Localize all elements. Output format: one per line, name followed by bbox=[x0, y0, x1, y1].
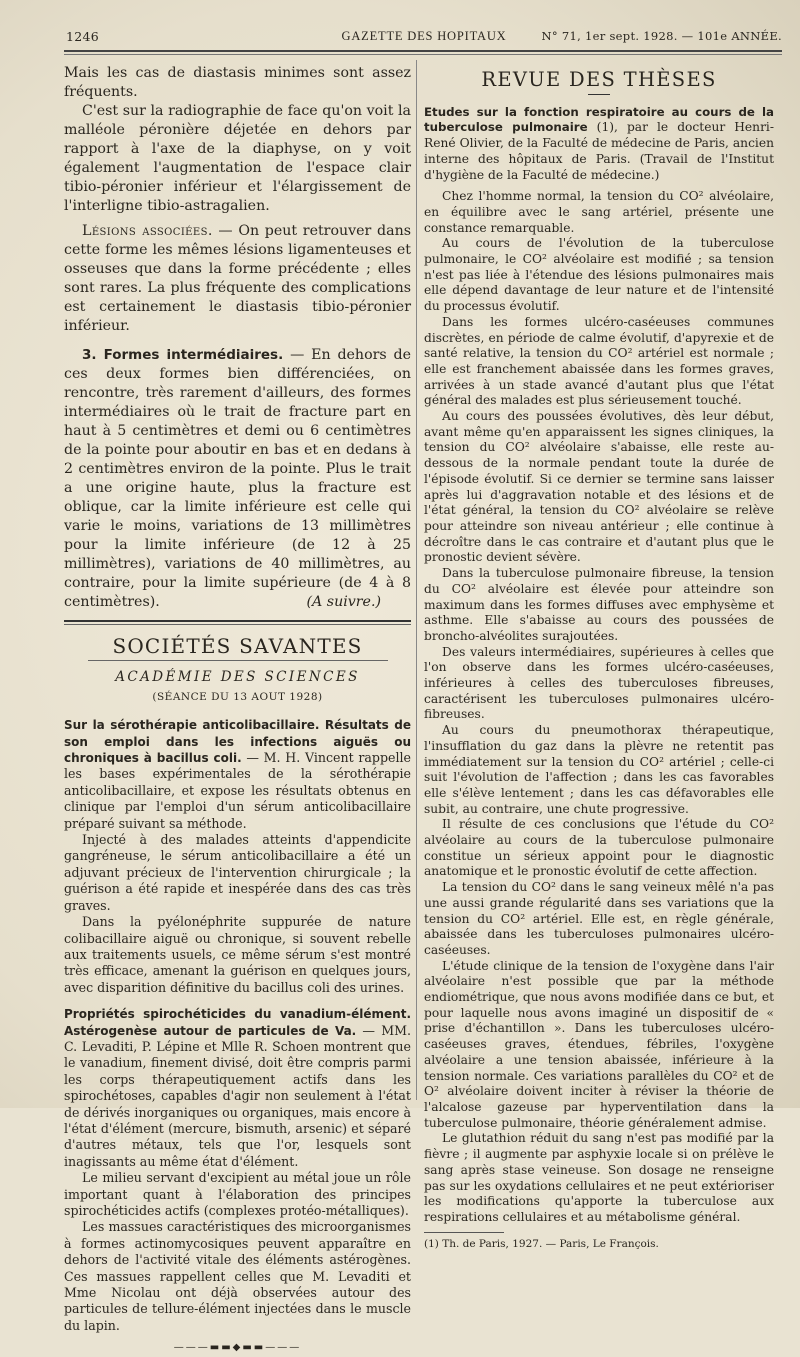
header-rule bbox=[64, 50, 782, 55]
issue-info: N° 71, 1er sept. 1928. — 101e ANNÉE. bbox=[541, 29, 782, 43]
paragraph: La tension du CO² dans le sang veineux mêlé n'a pas une aussi grande régularité dans ses variations que la tension du CO² artériel. Elle est, en règle générale, abaissée dans les tuberculoses pulmonaires ulcéro-caséeuses. bbox=[424, 880, 774, 957]
footnote: (1) Th. de Paris, 1927. — Paris, Le François. bbox=[424, 1237, 659, 1250]
academy-heading: ACADÉMIE DES SCIENCES bbox=[115, 669, 360, 686]
section-rule bbox=[88, 660, 388, 661]
paragraph: Les massues caractéristiques des microorganismes à formes actinomycosiques peuvent apparaître en dehors de l'activité vitale des éléments astérogènes. Ces massues rappellent celles que M. Levaditi et Mme Nicolau ont déjà observées autour des particules de tellure-élément injectées dans le muscle du lapin. bbox=[64, 1219, 411, 1333]
article-body: — MM. C. Levaditi, P. Lépine et Mlle R. Schoen montrent que le vanadium, finement divisé, doit être compris parmi les corps thérapeutiquement actifs dans les spirochétoses, capables d'agir non seulement à l'état de dérivés inorganiques ou organiques, mais encore à l'état d'élément (mercure, bismuth, arsenic) et séparé d'autres métaux, tels que l'or, lesquels sont inagissants au même état d'élément. bbox=[64, 1022, 411, 1169]
paragraph: L'étude clinique de la tension de l'oxygène dans l'air alvéolaire n'est possible que par la méthode endiométrique, que nous avons modifiée dans ce but, et pour laquelle nous avons imaginé un dispositif de « prise d'échantillon ». Dans les tuberculoses ulcéro-caséeuses graves, étendues, fébriles, l'oxygène alvéolaire a une tension abaissée, inférieure à la tension normale. Ces variations parallèles du CO² et de O² alvéolaire doivent inciter à réviser la théorie de l'alcalose gazeuse par hyperventilation dans la tuberculose pulmonaire, théorie généralement admise. bbox=[424, 958, 774, 1130]
page-number: 1246 bbox=[66, 29, 100, 44]
paragraph-body: — En dehors de ces deux formes bien différenciées, on rencontre, très rarement d'ailleurs, des formes intermédiaires où le trait de fracture part en haut à 5 centimètres et demi ou 6 centimètres de la pointe pour aboutir en bas et en dedans à 2 centimètres environ de la pointe. Plus le trait a une origine haute, plus la fracture est oblique, car la limite inférieure est celle qui varie le moins, variations de 13 millimètres pour la limite inférieure (de 12 à 25 millimètres), variations de 40 millimètres, au contraire, pour la limite supérieure (de 4 à 8 centimètres). bbox=[64, 347, 412, 610]
article bbox=[64, 1006, 411, 1170]
column-divider bbox=[416, 60, 417, 1100]
end-ornament: ———▬▬◆▬▬——— bbox=[173, 1342, 302, 1354]
paragraph: Mais les cas de diastasis minimes sont assez fréquents. bbox=[64, 65, 411, 100]
thesis-entry bbox=[424, 105, 774, 184]
paragraph: Au cours de l'évolution de la tuberculose pulmonaire, le CO² alvéolaire est modifié ; sa tension n'est pas liée à l'étendue des lésions pulmonaires mais elle dépend davantage de leur nature et de l'intensité du processus évolutif. bbox=[424, 236, 774, 314]
left-column bbox=[64, 64, 411, 1357]
article-body: — M. H. Vincent rappelle les bases expérimentales de la sérothérapie anticolibacillaire, et expose les résultats obtenus en clinique par l'emploi d'un sérum anticolibacillaire préparé suivant sa méthode. bbox=[64, 750, 411, 831]
page-header bbox=[66, 26, 782, 48]
paragraph: Dans les formes ulcéro-caséeuses communes discrètes, en période de calme évolutif, d'apyrexie et de santé relative, la tension du CO² artériel est normale ; elle est franchement abaissée dans les formes graves, arrivées à un stade avancé d'autant plus que l'état général des malades est plus sérieusement touché. bbox=[424, 314, 774, 408]
paragraph: Au cours du pneumothorax thérapeutique, l'insufflation du gaz dans la plèvre ne retentit pas immédiatement sur la tension du CO² artériel ; celle-ci suit l'évolution de l'affection ; dans les cas favorables elle s'élève lentement ; dans les cas défavorables elle subit, au contraire, une chute progressive. bbox=[424, 723, 774, 816]
right-column bbox=[424, 64, 774, 1251]
paragraph: Le glutathion réduit du sang n'est pas modifié par la fièvre ; il augmente par asphyxie locale si on prélève le sang après stase veineuse. Son dosage ne renseigne pas sur les oxydations cellulaires et ne peut extérioriser les modifications qu'apporte la tuberculose aux respirations cellulaires et au métabolisme général. bbox=[424, 1131, 774, 1224]
paragraph: Injecté à des malades atteints d'appendicite gangréneuse, le sérum anticolibacillaire a été un adjuvant précieux de l'intervention chirurgicale ; la guérison a été rapide et inespérée dans des cas très graves. bbox=[64, 832, 411, 913]
article bbox=[64, 717, 411, 832]
paragraph: Chez l'homme normal, la tension du CO² alvéolaire, en équilibre avec le sang artériel, présente une constance remarquable. bbox=[424, 189, 774, 235]
section-title: SOCIÉTÉS SAVANTES bbox=[112, 634, 363, 658]
subheading: 3. Formes intermédiaires. bbox=[82, 347, 284, 363]
title-rule bbox=[588, 94, 610, 95]
journal-title: GAZETTE DES HOPITAUX bbox=[341, 29, 507, 43]
section-title: REVUE DES THÈSES bbox=[481, 68, 717, 91]
paragraph bbox=[64, 222, 411, 336]
paragraph: Des valeurs intermédiaires, supérieures à celles que l'on observe dans les formes ulcéro-caséeuses, inférieures à celles des tuberculoses fibreuses, caractérisent les tuberculoses pulmonaires ulcéro-fibreuses. bbox=[424, 644, 774, 722]
session-date: (SÉANCE DU 13 AOUT 1928) bbox=[152, 690, 323, 703]
article-title: Propriétés spirochéticides du vanadium-élément. Astérogenèse autour de particules de Va. bbox=[64, 1007, 411, 1038]
thesis-title: Etudes sur la fonction respiratoire au cours de la tuberculose pulmonaire bbox=[424, 104, 774, 135]
paragraph: Dans la tuberculose pulmonaire fibreuse, la tension du CO² alvéolaire est élevée pour atteindre son maximum dans les formes diffuses avec emphysème et asthme. Elle s'abaisse au cours des poussées de broncho-alvéolites surajoutées. bbox=[424, 566, 774, 643]
paragraph: C'est sur la radiographie de face qu'on voit la malléole péronière déjetée en dehors par rapport à l'axe de la diaphyse, on y voit également l'augmentation de l'espace clair tibio-péronier inférieur et l'élargissement de l'interligne tibio-astragalien. bbox=[64, 103, 411, 214]
paragraph: Au cours des poussées évolutives, dès leur début, avant même qu'en apparaissent les signes cliniques, la tension du CO² alvéolaire s'abaisse, elle reste au-dessous de la normale pendant toute la durée de l'épisode évolutif. Si ce dernier se termine sans laisser après lui d'aggravation notable et des lésions et de l'état général, la tension du CO² alvéolaire se relève pour atteindre son niveau antérieur ; elle continue à décroître dans le cas contraire et d'autant plus que le pronostic devient sévère. bbox=[424, 409, 774, 565]
paragraph-body: — On peut retrouver dans cette forme les mêmes lésions ligamenteuses et osseuses que dans la forme précédente ; elles sont rares. La plus fréquente des complications est certainement le diastasis tibio-péronier inférieur. bbox=[64, 223, 411, 334]
paragraph bbox=[64, 346, 411, 612]
paragraph: Le milieu servant d'excipient au métal joue un rôle important quant à l'élaboration des principes spirochéticides actifs (complexes protéo-métalliques). bbox=[64, 1170, 411, 1218]
subheading: Lésions associées. bbox=[82, 223, 213, 239]
footnote-rule bbox=[424, 1232, 504, 1233]
to-be-continued: (A suivre.) bbox=[306, 594, 381, 610]
thesis-citation: (1), par le docteur Henri-René Olivier, de la Faculté de médecine de Paris, ancien interne des hôpitaux de Paris. (Travail de l'Institut d'hygiène de la Faculté de médecine.) bbox=[424, 120, 774, 182]
paragraph: Il résulte de ces conclusions que l'étude du CO² alvéolaire au cours de la tuberculose pulmonaire constitue un sérieux appoint pour le diagnostic anatomique et le pronostic évolutif de cette affection. bbox=[424, 817, 774, 879]
article-title: Sur la sérothérapie anticolibacillaire. Résultats de son emploi dans les infections aiguës ou chroniques à bacillus coli. bbox=[64, 718, 411, 766]
paragraph: Dans la pyélonéphrite suppurée de nature colibacillaire aiguë ou chronique, si souvent rebelle aux traitements usuels, ce même sérum s'est montré très efficace, amenant la guérison en quelques jours, avec disparition définitive du bacillus coli des urines. bbox=[64, 914, 411, 995]
section-separator bbox=[64, 612, 411, 630]
